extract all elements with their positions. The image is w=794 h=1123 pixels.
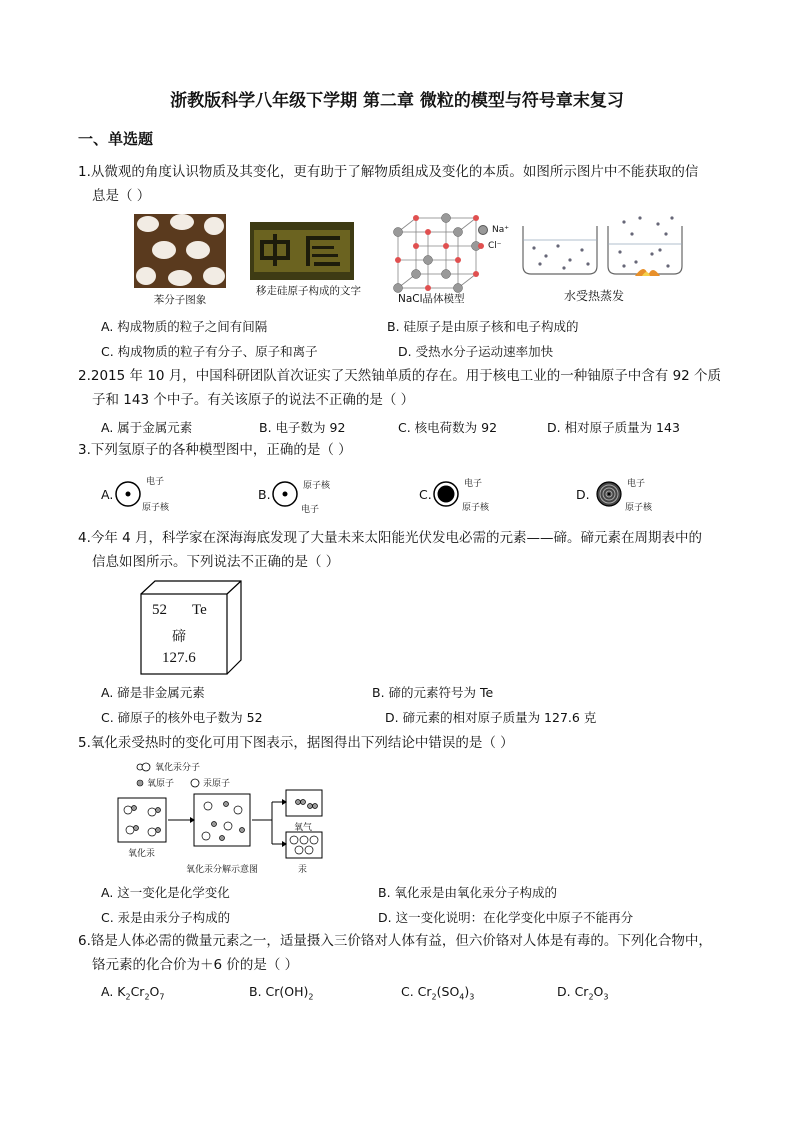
q4-option-b[interactable]: B. 碲的元素符号为 Te [372,685,494,700]
q2-option-b[interactable]: B. 电子数为 92 [259,420,346,435]
q3-a-bottom-label: 原子核 [142,503,170,513]
q4-option-a[interactable]: A. 碲是非金属元素 [101,685,205,700]
question-2-line2: 子和 143 个中子。有关该原子的说法不正确的是（ ） [92,392,415,408]
question-6-line2: 铬元素的化合价为＋6 价的是（ ） [92,957,299,973]
question-4-line1: 4.今年 4 月，科学家在深海海底发现了大量未来太阳能光伏发电必需的元素——碲。碲元素在周期表中的 [78,530,703,546]
caption-water: 水受热蒸发 [564,289,625,303]
caption-silicon: 移走硅原子构成的文字 [256,285,361,297]
nacl-lattice-icon [390,212,490,294]
q4-option-c[interactable]: C. 碲原子的核外电子数为 52 [101,710,263,725]
legend-cl: Cl⁻ [478,238,509,254]
q3-model-b[interactable] [271,474,337,514]
q2-option-c[interactable]: C. 核电荷数为 92 [398,420,498,435]
silicon-image [250,222,354,280]
label-hgo: 氧化汞 [128,849,156,859]
q2-option-d[interactable]: D. 相对原子质量为 143 [547,420,680,435]
section-heading: 一、单选题 [78,130,154,148]
question-2-line1: 2.2015 年 10 月，中国科研团队首次证实了天然铀单质的存在。用于核电工业的一种铀原子中含有 92 个质 [78,368,722,384]
hgo-molecule-icon [136,762,152,772]
question-3-text: 3.下列氢原子的各种模型图中，正确的是（ ） [78,442,352,458]
label-mercury: 汞 [298,865,308,875]
question-5-text: 5.氧化汞受热时的变化可用下图表示，据图得出下列结论中错误的是（ ） [78,735,514,751]
q3-option-a-letter[interactable]: A. [101,487,114,502]
q3-model-d[interactable] [595,474,661,514]
q5-option-d[interactable]: D. 这一变化说明：在化学变化中原子不能再分 [378,910,634,925]
q3-option-d-letter[interactable]: D. [576,487,590,502]
q3-a-top-label: 电子 [146,477,165,487]
q6-option-c[interactable]: C. $Cr_2(SO_4)_3$ [401,984,475,1002]
q1-option-c[interactable]: C. 构成物质的粒子有分子、原子和离子 [101,344,318,359]
benzene-image [134,214,226,288]
q3-model-c[interactable] [432,474,498,514]
q5-option-a[interactable]: A. 这一变化是化学变化 [101,885,230,900]
q3-d-bottom-label: 原子核 [625,503,653,513]
caption-nacl: NaCl晶体模型 [398,293,465,305]
caption-benzene: 苯分子图象 [153,294,207,306]
na-ion-icon [478,225,488,235]
q3-option-b-letter[interactable]: B. [258,487,271,502]
silicon-text-pattern [250,222,354,280]
q3-option-c-letter[interactable]: C. [419,487,432,502]
question-6-line1: 6.铬是人体必需的微量元素之一，适量摄入三价铬对人体有益，但六价铬对人体是有毒的。下列化合物中， [78,933,712,949]
question-2-text [78,364,721,412]
q3-b-bottom-label: 电子 [301,505,320,515]
question-1-line2: 息是（ ） [92,188,151,204]
q5-option-c[interactable]: C. 汞是由汞分子构成的 [101,910,231,925]
hydrogen-model-b-icon [271,479,301,509]
q2-option-a[interactable]: A. 属于金属元素 [101,420,193,435]
element-name: 碲 [172,629,186,645]
question-6-text [78,929,712,977]
q3-model-a[interactable] [114,474,174,514]
hydrogen-model-c-icon [432,479,462,509]
q3-c-bottom-label: 原子核 [462,503,490,513]
mercury-oxide-diagram [114,758,334,876]
benzene-pattern [134,214,226,288]
atomic-mass: 127.6 [162,650,196,666]
cl-ion-icon [478,243,484,249]
hydrogen-model-d-icon [595,479,625,509]
legend-hgo-molecule: 氧化汞分子 [136,760,200,773]
question-1-line1: 1.从微观的角度认识物质及其变化，更有助于了解物质组成及变化的本质。如图所示图片中不能获取的信 [78,164,699,180]
hydrogen-model-a-icon [114,479,144,509]
beakers-icon [520,214,686,284]
q3-b-top-label: 原子核 [303,481,331,491]
nacl-crystal-model [390,212,490,294]
q6-option-d[interactable]: D. $Cr_2O_3$ [557,984,609,1002]
question-1-text [78,160,698,208]
water-evaporation-image [520,214,686,284]
label-decomposition: 氧化汞分解示意图 [186,865,259,875]
q5-option-b[interactable]: B. 氧化汞是由氧化汞分子构成的 [378,885,558,900]
q1-option-a[interactable]: A. 构成物质的粒子之间有间隔 [101,319,268,334]
legend-mercury-atom: 汞原子 [190,776,230,789]
question-4-line2: 信息如图所示。下列说法不正确的是（ ） [92,554,340,570]
q6-option-b[interactable]: B. $Cr(OH)_2$ [249,984,314,1002]
label-oxygen: 氧气 [294,823,313,833]
nacl-legend [478,222,509,254]
q3-d-top-label: 电子 [627,479,646,489]
q3-c-top-label: 电子 [464,479,483,489]
atomic-number: 52 [152,602,167,618]
q6-option-a[interactable]: A. $K_2Cr_2O_7$ [101,984,165,1002]
mercury-atom-icon [190,778,200,788]
legend-oxygen-atom: 氧原子 [136,776,174,789]
element-symbol: Te [192,602,207,618]
page-title: 浙教版科学八年级下学期 第二章 微粒的模型与符号章末复习 [170,91,624,111]
tellurium-element-card [140,580,250,676]
q1-option-b[interactable]: B. 硅原子是由原子核和电子构成的 [387,319,579,334]
q1-option-d[interactable]: D. 受热水分子运动速率加快 [398,344,554,359]
question-4-text [78,526,702,574]
legend-na: Na⁺ [478,222,509,238]
oxygen-atom-icon [136,779,144,787]
q4-option-d[interactable]: D. 碲元素的相对原子质量为 127.6 克 [385,710,597,725]
